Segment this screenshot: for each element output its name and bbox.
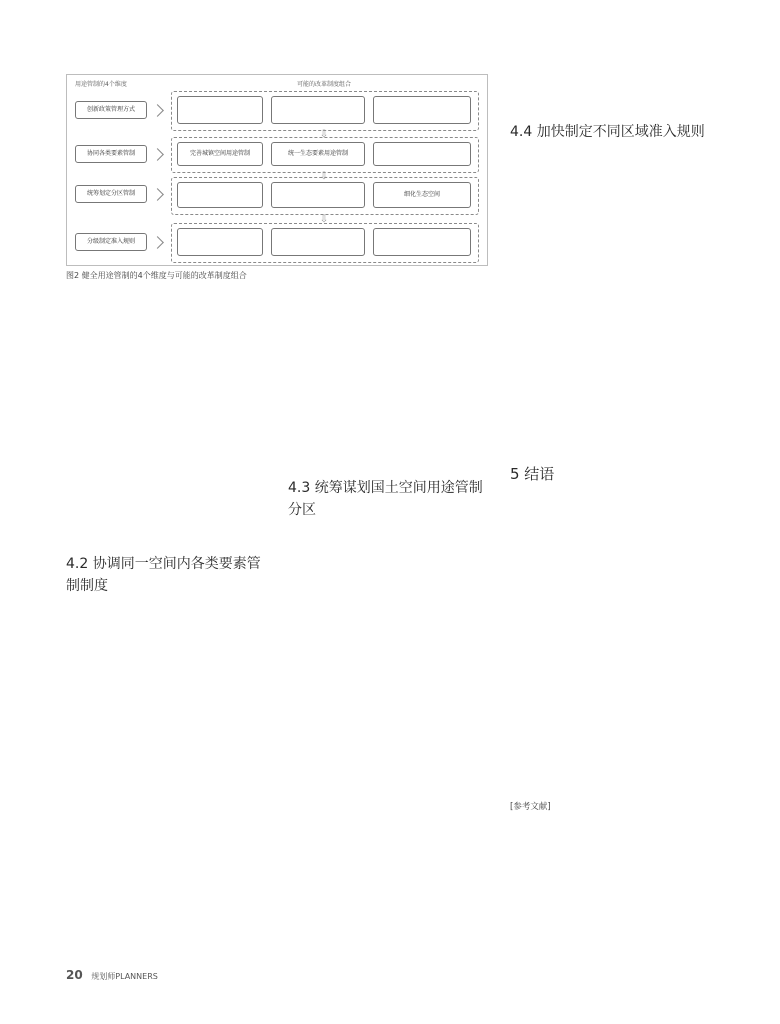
paragraph [66,597,266,748]
paragraph [66,306,266,435]
references-heading: [参考文献] [510,802,551,812]
section-heading-5: 5 结语 [510,465,555,483]
figure-2 [66,74,488,266]
figure-measure-3-3: 细化生态空间 [373,182,471,208]
paragraph [288,521,488,629]
journal-name: 规划师PLANNERS [91,972,158,981]
figure-dimension-1: 创新政策管理方式 [75,101,147,119]
paragraph [510,143,715,208]
figure-measure-1-1 [177,96,263,124]
section-heading-4-4: 4.4 加快制定不同区域准入规则 [510,124,705,140]
section-heading-4-3: 4.3 统筹谋划国土空间用途管制分区 [288,480,483,518]
arrow-icon [151,188,164,201]
arrow-down-icon: ⇩ [319,171,329,182]
figure-measure-4-3 [373,228,471,256]
arrow-down-icon: ⇩ [319,214,329,225]
page-number: 20 [66,968,83,982]
figure-header-right: 可能的改革制度组合 [297,81,352,88]
paragraph [288,736,488,801]
paragraph [288,629,488,737]
paragraph [288,306,488,349]
middle-column [288,306,488,844]
reference-item [510,913,715,929]
reference-item [510,817,715,865]
arrow-icon [151,148,164,161]
figure-measure-1-2 [271,96,365,124]
paragraph [66,747,266,855]
figure-header-left: 用途管制的4个维度 [75,81,127,88]
arrow-icon [151,236,164,249]
page-footer [66,968,158,982]
arrow-down-icon: ⇩ [319,129,329,140]
figure-measure-2-3 [373,142,471,166]
figure-caption: 图2 健全用途管制的4个维度与可能的改革制度组合 [66,271,247,280]
figure-dimension-2: 协同各类要素管制 [75,145,147,163]
paragraph [288,801,488,844]
figure-measure-2-1: 完善城镇空间用途管制 [177,142,263,166]
paragraph [510,208,715,359]
right-column [510,64,715,735]
figure-measure-1-3 [373,96,471,124]
figure-measure-3-1 [177,182,263,208]
references [510,799,715,929]
paragraph [510,64,715,107]
figure-dimension-4: 分级制定准入规则 [75,233,147,251]
left-column [66,306,266,855]
figure-dimension-3: 统筹划定分区管制 [75,185,147,203]
figure-measure-2-2: 统一生态要素用途管制 [271,142,365,166]
figure-measure-3-2 [271,182,365,208]
figure-measure-4-2 [271,228,365,256]
figure-measure-4-1 [177,228,263,256]
paragraph [510,498,715,735]
paragraph [66,435,266,543]
paragraph [510,358,715,444]
section-heading-4-2: 4.2 协调同一空间内各类要素管制制度 [66,555,261,594]
reference-item [510,865,715,913]
arrow-icon [151,104,164,117]
paragraph [288,349,488,435]
